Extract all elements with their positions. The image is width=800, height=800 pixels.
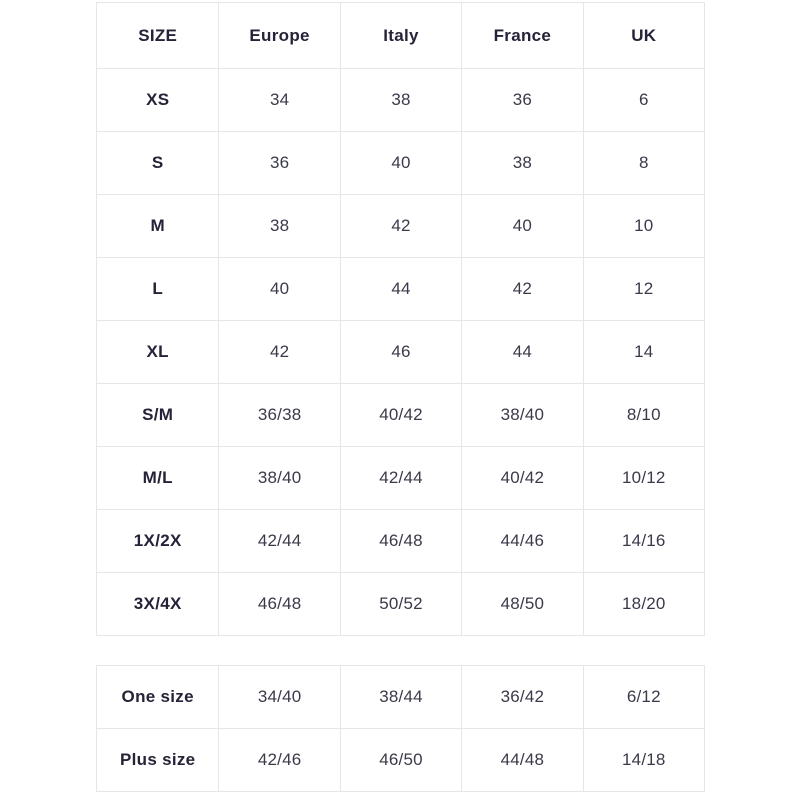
column-header-france: France <box>462 3 583 69</box>
column-header-uk: UK <box>583 3 704 69</box>
cell-uk: 8/10 <box>583 384 704 447</box>
cell-italy: 38 <box>340 69 461 132</box>
grouped-table-body <box>97 666 705 792</box>
row-label: One size <box>97 666 219 729</box>
cell-europe: 40 <box>219 258 340 321</box>
cell-italy: 42 <box>340 195 461 258</box>
cell-france: 36 <box>462 69 583 132</box>
column-header-europe: Europe <box>219 3 340 69</box>
column-header-italy: Italy <box>340 3 461 69</box>
table-row <box>97 258 705 321</box>
cell-uk: 12 <box>583 258 704 321</box>
cell-uk: 10/12 <box>583 447 704 510</box>
table-row <box>97 195 705 258</box>
cell-italy: 38/44 <box>340 666 461 729</box>
table-row <box>97 132 705 195</box>
cell-europe: 42 <box>219 321 340 384</box>
cell-europe: 42/44 <box>219 510 340 573</box>
table-body <box>97 69 705 636</box>
cell-france: 44/46 <box>462 510 583 573</box>
table-row <box>97 321 705 384</box>
row-label: XL <box>97 321 219 384</box>
cell-uk: 18/20 <box>583 573 704 636</box>
cell-france: 38 <box>462 132 583 195</box>
cell-europe: 36/38 <box>219 384 340 447</box>
cell-uk: 14/16 <box>583 510 704 573</box>
cell-france: 48/50 <box>462 573 583 636</box>
cell-europe: 38/40 <box>219 447 340 510</box>
size-conversion-table <box>96 2 705 636</box>
table-row <box>97 666 705 729</box>
cell-italy: 40/42 <box>340 384 461 447</box>
cell-europe: 34 <box>219 69 340 132</box>
cell-italy: 46/48 <box>340 510 461 573</box>
cell-italy: 46/50 <box>340 729 461 792</box>
cell-france: 38/40 <box>462 384 583 447</box>
cell-uk: 14 <box>583 321 704 384</box>
cell-france: 36/42 <box>462 666 583 729</box>
cell-france: 44/48 <box>462 729 583 792</box>
cell-uk: 6 <box>583 69 704 132</box>
row-label: Plus size <box>97 729 219 792</box>
row-label: L <box>97 258 219 321</box>
row-label: M <box>97 195 219 258</box>
cell-italy: 42/44 <box>340 447 461 510</box>
cell-france: 40/42 <box>462 447 583 510</box>
cell-uk: 8 <box>583 132 704 195</box>
column-header-size: SIZE <box>97 3 219 69</box>
row-label: 3X/4X <box>97 573 219 636</box>
grouped-size-table-container <box>96 665 705 792</box>
row-label: M/L <box>97 447 219 510</box>
cell-france: 42 <box>462 258 583 321</box>
table-header <box>97 3 705 69</box>
cell-italy: 46 <box>340 321 461 384</box>
table-row <box>97 729 705 792</box>
cell-italy: 40 <box>340 132 461 195</box>
table-row <box>97 447 705 510</box>
cell-europe: 42/46 <box>219 729 340 792</box>
table-header-row <box>97 3 705 69</box>
cell-italy: 44 <box>340 258 461 321</box>
cell-uk: 6/12 <box>583 666 704 729</box>
cell-europe: 36 <box>219 132 340 195</box>
table-row <box>97 510 705 573</box>
row-label: XS <box>97 69 219 132</box>
size-conversion-table-container <box>96 2 705 636</box>
cell-italy: 50/52 <box>340 573 461 636</box>
cell-europe: 34/40 <box>219 666 340 729</box>
row-label: S <box>97 132 219 195</box>
cell-europe: 46/48 <box>219 573 340 636</box>
table-row <box>97 573 705 636</box>
cell-europe: 38 <box>219 195 340 258</box>
cell-france: 44 <box>462 321 583 384</box>
row-label: 1X/2X <box>97 510 219 573</box>
cell-france: 40 <box>462 195 583 258</box>
cell-uk: 10 <box>583 195 704 258</box>
table-row <box>97 384 705 447</box>
row-label: S/M <box>97 384 219 447</box>
table-row <box>97 69 705 132</box>
cell-uk: 14/18 <box>583 729 704 792</box>
grouped-size-table <box>96 665 705 792</box>
